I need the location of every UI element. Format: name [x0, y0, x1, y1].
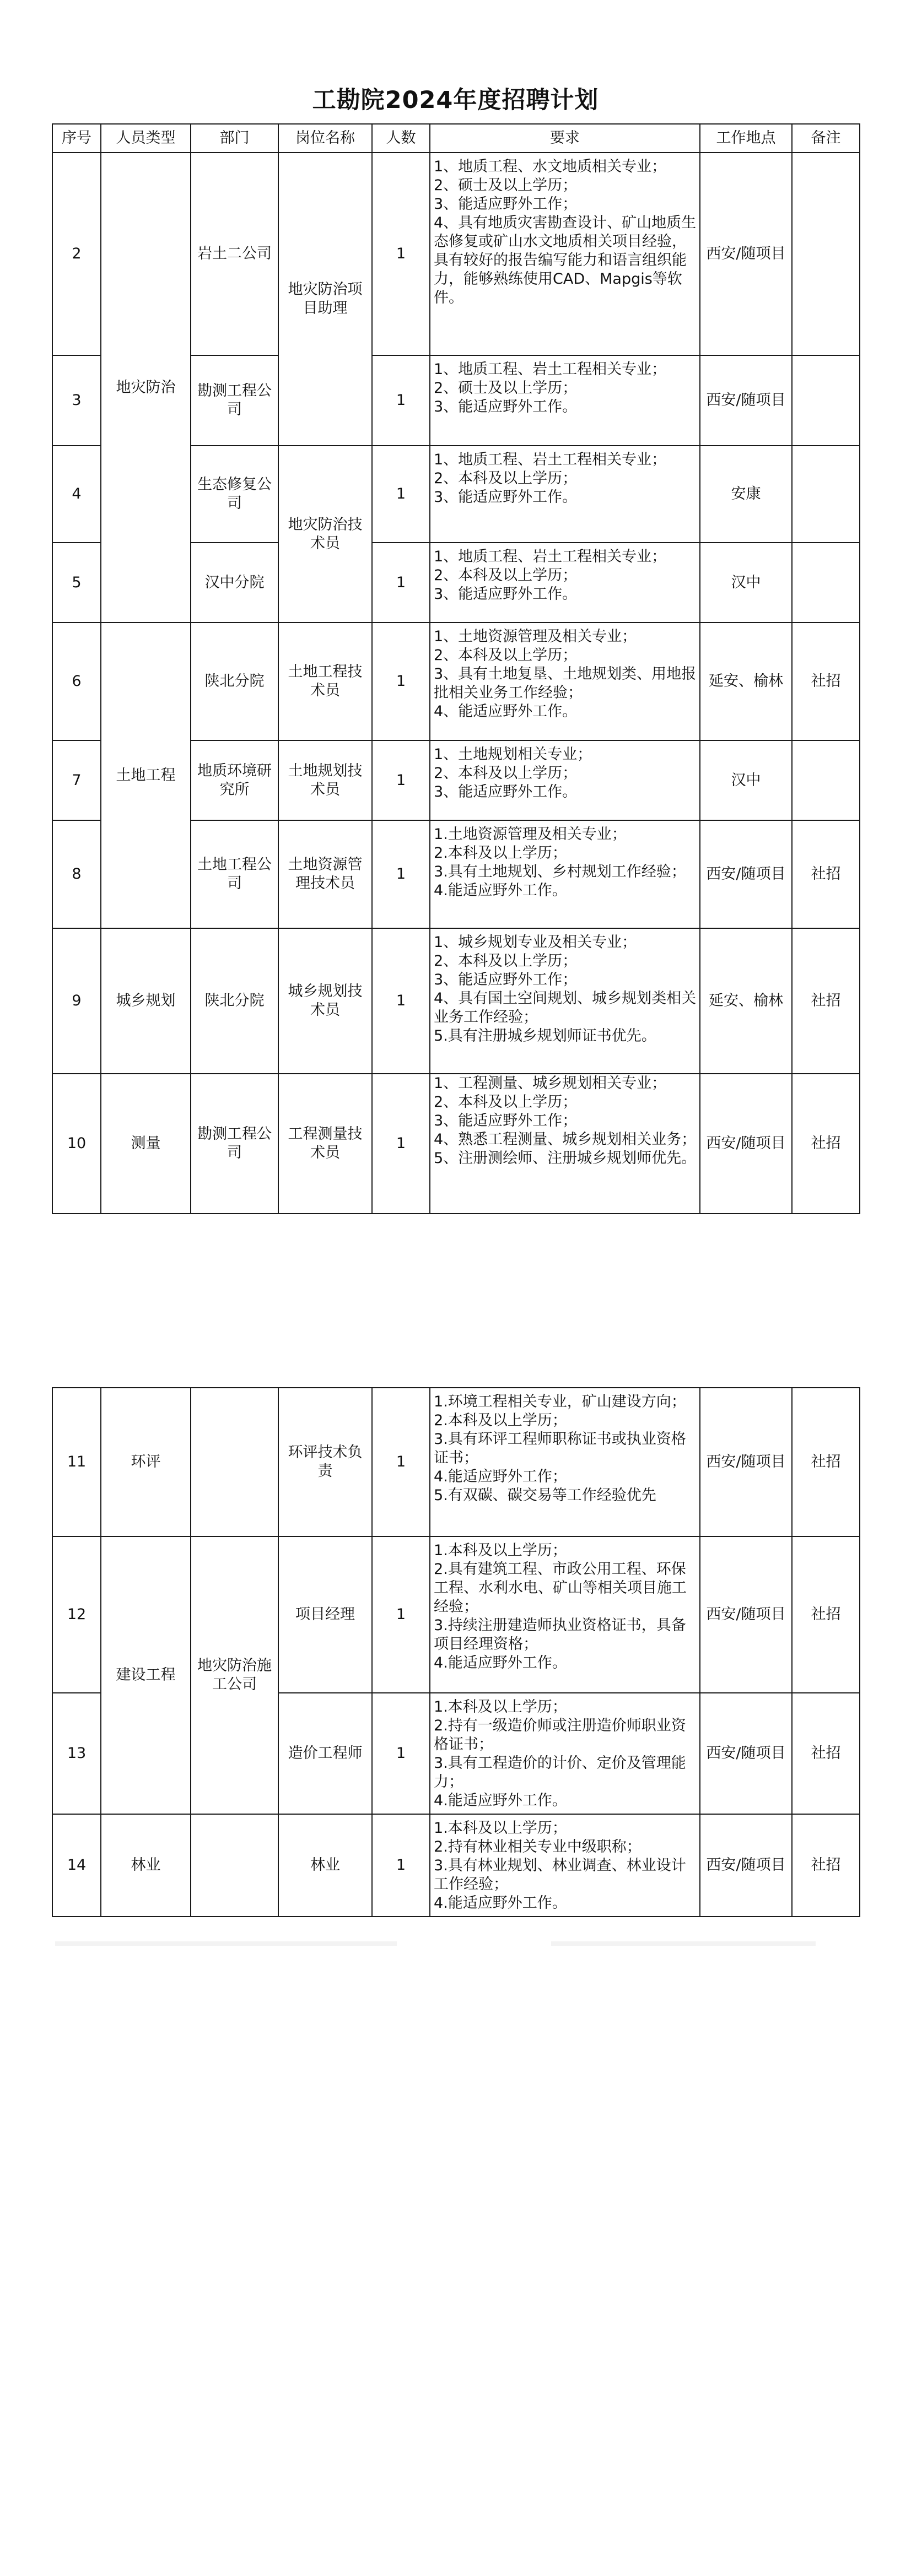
cell-requirements: 1、地质工程、岩土工程相关专业； 2、本科及以上学历； 3、能适应野外工作。	[430, 446, 700, 543]
cell-requirements: 1、地质工程、水文地质相关专业； 2、硕士及以上学历； 3、能适应野外工作； 4、具有地质灾害勘查设计、矿山地质生态修复或矿山水文地质相关项目经验，具有较好的报告编写能力和语言组织能力，能够熟练使用CAD、Mapgis等软件。	[430, 153, 700, 355]
cell-no: 5	[52, 543, 101, 623]
cell-no: 9	[52, 928, 101, 1074]
recruitment-table-part2	[52, 1387, 860, 1917]
cell-count: 1	[372, 820, 430, 928]
table-row	[52, 1814, 860, 1917]
cell-post: 项目经理	[278, 1536, 372, 1693]
cell-dept	[191, 1388, 278, 1536]
table-row	[52, 623, 860, 740]
header-cell: 部门	[191, 124, 278, 153]
cell-note: 社招	[792, 623, 860, 740]
cell-location: 西安/随项目	[700, 1388, 792, 1536]
cell-dept: 勘测工程公司	[191, 355, 278, 446]
cell-no: 7	[52, 740, 101, 820]
cell-note: 社招	[792, 1814, 860, 1917]
cell-requirements: 1、地质工程、岩土工程相关专业； 2、本科及以上学历； 3、能适应野外工作。	[430, 543, 700, 623]
cell-note: 社招	[792, 1536, 860, 1693]
cell-location: 西安/随项目	[700, 1693, 792, 1814]
cell-location: 延安、榆林	[700, 928, 792, 1074]
cell-note	[792, 543, 860, 623]
cell-no: 6	[52, 623, 101, 740]
cell-post: 土地工程技术员	[278, 623, 372, 740]
cell-note	[792, 446, 860, 543]
cell-post: 林业	[278, 1814, 372, 1917]
cell-no: 4	[52, 446, 101, 543]
cell-count: 1	[372, 153, 430, 355]
cell-location: 西安/随项目	[700, 1536, 792, 1693]
recruitment-table-part1	[52, 123, 860, 1214]
cell-note: 社招	[792, 928, 860, 1074]
cell-location: 安康	[700, 446, 792, 543]
cell-count: 1	[372, 446, 430, 543]
cell-count: 1	[372, 1536, 430, 1693]
cell-note	[792, 153, 860, 355]
cell-count: 1	[372, 543, 430, 623]
cell-count: 1	[372, 1693, 430, 1814]
cell-note: 社招	[792, 1693, 860, 1814]
cell-location: 汉中	[700, 740, 792, 820]
cell-type: 林业	[101, 1814, 191, 1917]
cell-location: 西安/随项目	[700, 1814, 792, 1917]
table-row	[52, 1536, 860, 1693]
cell-type: 建设工程	[101, 1536, 191, 1814]
scan-artifact	[55, 1941, 397, 1946]
cell-dept: 汉中分院	[191, 543, 278, 623]
cell-post: 土地规划技术员	[278, 740, 372, 820]
table-row	[52, 928, 860, 1074]
cell-type: 测量	[101, 1074, 191, 1214]
cell-location: 西安/随项目	[700, 153, 792, 355]
cell-location: 西安/随项目	[700, 355, 792, 446]
header-cell: 工作地点	[700, 124, 792, 153]
page-title: 工勘院2024年度招聘计划	[312, 86, 599, 114]
cell-count: 1	[372, 355, 430, 446]
cell-requirements: 1、土地规划相关专业； 2、本科及以上学历； 3、能适应野外工作。	[430, 740, 700, 820]
cell-count: 1	[372, 623, 430, 740]
cell-note	[792, 355, 860, 446]
cell-post: 环评技术负责	[278, 1388, 372, 1536]
cell-no: 12	[52, 1536, 101, 1693]
cell-location: 西安/随项目	[700, 820, 792, 928]
cell-requirements: 1、地质工程、岩土工程相关专业； 2、硕士及以上学历； 3、能适应野外工作。	[430, 355, 700, 446]
cell-count: 1	[372, 1814, 430, 1917]
cell-no: 2	[52, 153, 101, 355]
cell-note: 社招	[792, 1388, 860, 1536]
cell-note: 社招	[792, 1074, 860, 1214]
cell-no: 10	[52, 1074, 101, 1214]
cell-location: 西安/随项目	[700, 1074, 792, 1214]
cell-count: 1	[372, 928, 430, 1074]
cell-post: 地灾防治技术员	[278, 446, 372, 623]
cell-no: 8	[52, 820, 101, 928]
table-row	[52, 1388, 860, 1536]
header-row	[52, 124, 860, 153]
cell-post: 地灾防治项目助理	[278, 153, 372, 446]
cell-requirements: 1.本科及以上学历； 2.持有林业相关专业中级职称； 3.具有林业规划、林业调查、林业设计工作经验； 4.能适应野外工作。	[430, 1814, 700, 1917]
header-cell: 人员类型	[101, 124, 191, 153]
cell-type: 环评	[101, 1388, 191, 1536]
cell-requirements	[430, 1074, 700, 1214]
header-cell: 要求	[430, 124, 700, 153]
cell-dept: 土地工程公司	[191, 820, 278, 928]
requirements-text: 1、工程测量、城乡规划相关专业； 2、本科及以上学历； 3、能适应野外工作； 4、熟悉工程测量、城乡规划相关业务； 5、注册测绘师、注册城乡规划师优先。	[434, 1075, 697, 1167]
header-cell: 岗位名称	[278, 124, 372, 153]
cell-dept: 地质环境研究所	[191, 740, 278, 820]
cell-no: 13	[52, 1693, 101, 1814]
cell-location: 汉中	[700, 543, 792, 623]
cell-dept: 陕北分院	[191, 623, 278, 740]
header-cell: 序号	[52, 124, 101, 153]
cell-dept: 生态修复公司	[191, 446, 278, 543]
cell-type: 城乡规划	[101, 928, 191, 1074]
cell-dept	[191, 1814, 278, 1917]
cell-no: 11	[52, 1388, 101, 1536]
cell-requirements: 1、城乡规划专业及相关专业； 2、本科及以上学历； 3、能适应野外工作； 4、具有国土空间规划、城乡规划类相关业务工作经验； 5.具有注册城乡规划师证书优先。	[430, 928, 700, 1074]
cell-dept: 陕北分院	[191, 928, 278, 1074]
cell-requirements: 1.本科及以上学历； 2.持有一级造价师或注册造价师职业资格证书； 3.具有工程造价的计价、定价及管理能力； 4.能适应野外工作。	[430, 1693, 700, 1814]
cell-count: 1	[372, 1388, 430, 1536]
cell-requirements: 1.环境工程相关专业，矿山建设方向； 2.本科及以上学历； 3.具有环评工程师职称证书或执业资格证书； 4.能适应野外工作； 5.有双碳、碳交易等工作经验优先	[430, 1388, 700, 1536]
cell-count: 1	[372, 1074, 430, 1214]
cell-location: 延安、榆林	[700, 623, 792, 740]
cell-dept: 勘测工程公司	[191, 1074, 278, 1214]
header-cell: 备注	[792, 124, 860, 153]
cell-type: 土地工程	[101, 623, 191, 928]
cell-dept: 地灾防治施工公司	[191, 1536, 278, 1814]
cell-type: 地灾防治	[101, 153, 191, 623]
scan-artifact	[551, 1941, 816, 1946]
cell-no: 14	[52, 1814, 101, 1917]
cell-note: 社招	[792, 820, 860, 928]
cell-post: 造价工程师	[278, 1693, 372, 1814]
cell-requirements: 1.土地资源管理及相关专业； 2.本科及以上学历； 3.具有土地规划、乡村规划工作经验； 4.能适应野外工作。	[430, 820, 700, 928]
cell-count: 1	[372, 740, 430, 820]
cell-post: 城乡规划技术员	[278, 928, 372, 1074]
cell-no: 3	[52, 355, 101, 446]
cell-note	[792, 740, 860, 820]
cell-post: 工程测量技术员	[278, 1074, 372, 1214]
cell-requirements: 1.本科及以上学历； 2.具有建筑工程、市政公用工程、环保工程、水利水电、矿山等相关项目施工经验； 3.持续注册建造师执业资格证书，具备项目经理资格； 4.能适应野外工作。	[430, 1536, 700, 1693]
cell-post: 土地资源管理技术员	[278, 820, 372, 928]
table-row	[52, 1074, 860, 1214]
cell-dept: 岩土二公司	[191, 153, 278, 355]
table-row	[52, 153, 860, 355]
cell-requirements: 1、土地资源管理及相关专业； 2、本科及以上学历； 3、具有土地复垦、土地规划类、用地报批相关业务工作经验； 4、能适应野外工作。	[430, 623, 700, 740]
header-cell: 人数	[372, 124, 430, 153]
